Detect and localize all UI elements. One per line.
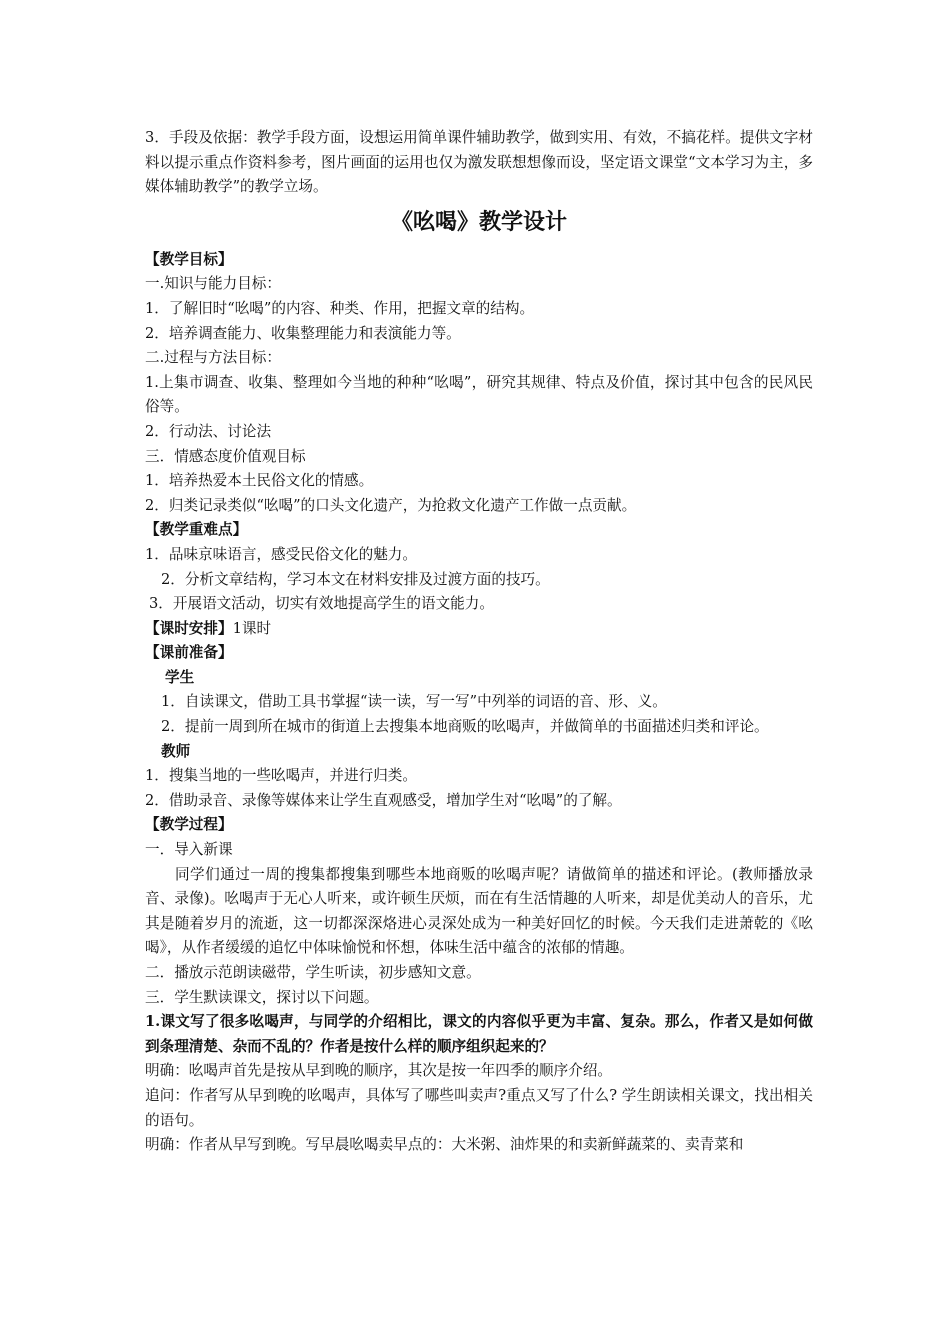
follow-up-1: 追问：作者写从早到晚的吆喝声，具体写了哪些叫卖声?重点又写了什么? 学生朗读相关课文，找出相关的语句。 [145,1086,813,1129]
list-item: 1．自读课文，借助工具书掌握“读一读，写一写”中列举的词语的音、形、义。 [161,693,667,711]
objectives-section-2: 二.过程与方法目标： [145,349,281,367]
process-heading: 【教学过程】 [145,816,233,834]
list-item: 2．行动法、讨论法 [145,422,272,440]
list-item: 1．了解旧时“吆喝”的内容、种类、作用，把握文章的结构。 [145,299,535,317]
list-item: 2．提前一周到所在城市的街道上去搜集本地商贩的吆喝声，并做简单的书面描述归类和评论。 [161,718,769,736]
process-step-1: 一．导入新课 [145,841,233,859]
list-item: 2．培养调查能力、收集整理能力和表演能力等。 [145,324,461,342]
schedule-line [145,617,813,642]
document-title: 《吆喝》教学设计 [390,209,567,235]
answer-2: 明确：作者从早写到晚。写早晨吆喝卖早点的：大米粥、油炸果的和卖新鲜蔬菜的、卖青菜和 [145,1136,744,1154]
list-item: 2．归类记录类似“吆喝”的口头文化遗产，为抢救文化遗产工作做一点贡献。 [145,496,637,514]
list-item: 2．借助录音、录像等媒体来让学生直观感受，增加学生对“吆喝”的了解。 [145,791,622,809]
document-page [145,126,813,1158]
list-item: 1.上集市调查、收集、整理如今当地的种种“吆喝”，研究其规律、特点及价值，探讨其中包含的民风民俗等。 [145,373,813,416]
answer-1: 明确：吆喝声首先是按从早到晚的顺序，其次是按一年四季的顺序介绍。 [145,1062,613,1080]
intro-paragraph: 3．手段及依据：教学手段方面，设想运用简单课件辅助教学，做到实用、有效，不搞花样。提供文字材料以提示重点作资料参考，图片画面的运用也仅为激发联想想像而设，坚定语文课堂“文本学习为主，多媒体辅助教学”的教学立场。 [145,129,813,196]
question-1: 1.课文写了很多吆喝声，与同学的介绍相比，课文的内容似乎更为丰富、复杂。那么，作者又是如何做到条理清楚、杂而不乱的？作者是按什么样的顺序组织起来的？ [145,1013,813,1055]
schedule-heading: 【课时安排】 [145,619,233,637]
list-item: 1．搜集当地的一些吆喝声，并进行归类。 [145,767,417,785]
difficulties-heading: 【教学重难点】 [145,521,248,539]
process-step-2: 二．播放示范朗读磁带，学生听读，初步感知文意。 [145,964,481,981]
process-step-3: 三．学生默读课文，探讨以下问题。 [145,988,379,1006]
list-item: 2．分析文章结构，学习本文在材料安排及过渡方面的技巧。 [161,570,550,588]
objectives-section-3: 三．情感态度价值观目标 [145,447,306,465]
list-item: 3．开展语文活动，切实有效地提高学生的语文能力。 [149,595,494,613]
schedule-value: 1课时 [232,619,272,637]
process-step-1-text: 同学们通过一周的搜集都搜集到哪些本地商贩的吆喝声呢？请做简单的描述和评论。(教师播放录音、录像)。吆喝声于无心人听来，或许顿生厌烦，而在有生活情趣的人听来，却是优美动人的音乐，尤其是随着岁月的流逝，这一切都深深烙进心灵深处成为一种美好回忆的时候。今天我们走进萧乾的《吆喝》，从作者缓缓的追忆中体味愉悦和怀想，体味生活中蕴含的浓郁的情趣。 [145,865,813,957]
prep-teacher-label: 教师 [161,742,191,760]
objectives-section-1: 一.知识与能力目标： [145,275,281,293]
list-item: 1．培养热爱本土民俗文化的情感。 [145,472,374,490]
prep-heading: 【课前准备】 [145,644,233,662]
objectives-heading: 【教学目标】 [145,250,233,268]
list-item: 1．品味京味语言，感受民俗文化的魅力。 [145,545,417,563]
prep-student-label: 学生 [165,668,195,686]
